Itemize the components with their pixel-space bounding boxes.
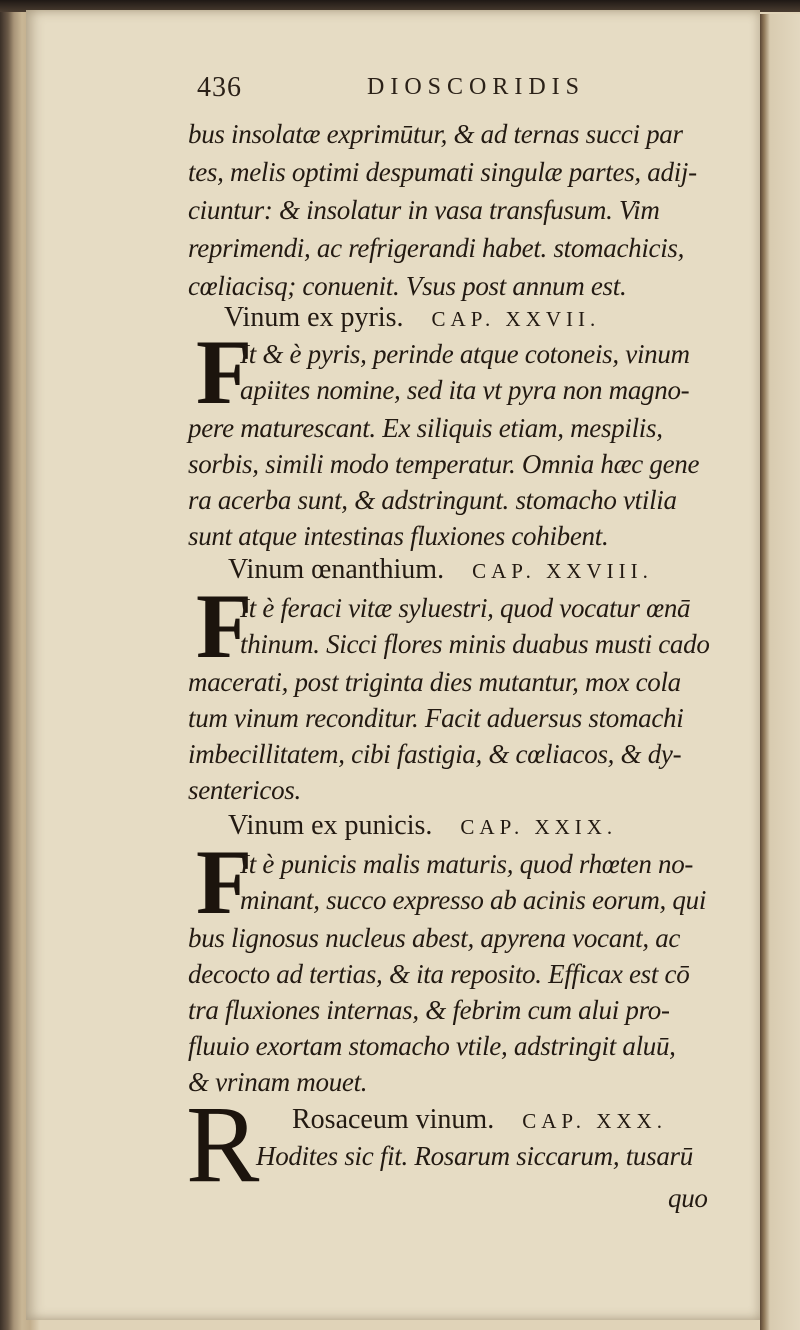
text-line: sunt atque intestinas fluxiones cohibent. xyxy=(188,521,609,551)
text-line: decocto ad tertias, & ita reposito. Efficax est cō xyxy=(188,959,690,989)
text-line: It & è pyris, perinde atque cotoneis, vinum xyxy=(240,339,690,369)
chapter-title: Rosaceum vinum. xyxy=(292,1104,495,1135)
drop-capital: R xyxy=(186,1083,260,1205)
text-line: ciuntur: & insolatur in vasa transfusum. Vim xyxy=(188,195,660,225)
text-line: bus insolatæ exprimūtur, & ad ternas succi par xyxy=(188,119,683,149)
text-line: bus lignosus nucleus abest, apyrena vocant, ac xyxy=(188,923,681,953)
chapter-number: CAP. XXVIII. xyxy=(472,559,653,583)
text-line: sentericos. xyxy=(188,775,301,805)
text-line: tes, melis optimi despumati singulæ partes, adij- xyxy=(188,157,697,187)
text-line: sorbis, simili modo temperatur. Omnia hæc gene xyxy=(188,449,700,479)
chapter-number: CAP. XXX. xyxy=(522,1109,667,1133)
text-line: Hodites sic fit. Rosarum siccarum, tusarū xyxy=(256,1141,693,1171)
drop-capital: F xyxy=(196,575,253,677)
chapter-heading xyxy=(228,552,653,588)
text-line: reprimendi, ac refrigerandi habet. stomachicis, xyxy=(188,233,685,263)
text-line: cœliacisq; conuenit. Vsus post annum est. xyxy=(188,271,627,301)
text-line: tum vinum reconditur. Facit aduersus stomachi xyxy=(188,703,684,733)
text-line: It è feraci vitæ syluestri, quod vocatur œnā xyxy=(240,593,691,623)
text-line: minant, succo expresso ab acinis eorum, qui xyxy=(240,885,707,915)
text-line: ra acerba sunt, & adstringunt. stomacho vtilia xyxy=(188,485,677,515)
text-line: macerati, post triginta dies mutantur, mox cola xyxy=(188,667,681,697)
chapter-title: Vinum ex punicis. xyxy=(228,810,433,841)
text-line: imbecillitatem, cibi fastigia, & cœliacos, & dy- xyxy=(188,739,682,769)
running-title: DIOSCORIDIS xyxy=(367,74,586,100)
drop-capital: F xyxy=(196,831,253,933)
chapter-number: CAP. XXVII. xyxy=(431,307,601,331)
page-header xyxy=(197,72,627,106)
drop-capital: F xyxy=(196,321,253,423)
text-line: It è punicis malis maturis, quod rhœten no- xyxy=(240,849,694,879)
next-page-edge xyxy=(760,14,800,1330)
chapter-title: Vinum œnanthium. xyxy=(228,554,445,585)
catchword: quo xyxy=(668,1183,708,1213)
text-line: & vrinam mouet. xyxy=(188,1067,368,1097)
chapter-number: CAP. XXIX. xyxy=(460,815,618,839)
chapter-heading xyxy=(224,300,600,336)
page-number: 436 xyxy=(197,72,242,103)
chapter-heading xyxy=(228,808,617,844)
chapter-title: Vinum ex pyris. xyxy=(224,302,404,333)
text-line: pere maturescant. Ex siliquis etiam, mespilis, xyxy=(188,413,663,443)
text-line: thinum. Sicci flores minis duabus musti cado xyxy=(240,629,710,659)
text-line: apiites nomine, sed ita vt pyra non magno- xyxy=(240,375,690,405)
text-line: tra fluxiones internas, & febrim cum alui pro- xyxy=(188,995,670,1025)
text-line: fluuio exortam stomacho vtile, adstringit aluū, xyxy=(188,1031,676,1061)
chapter-heading xyxy=(292,1102,667,1138)
